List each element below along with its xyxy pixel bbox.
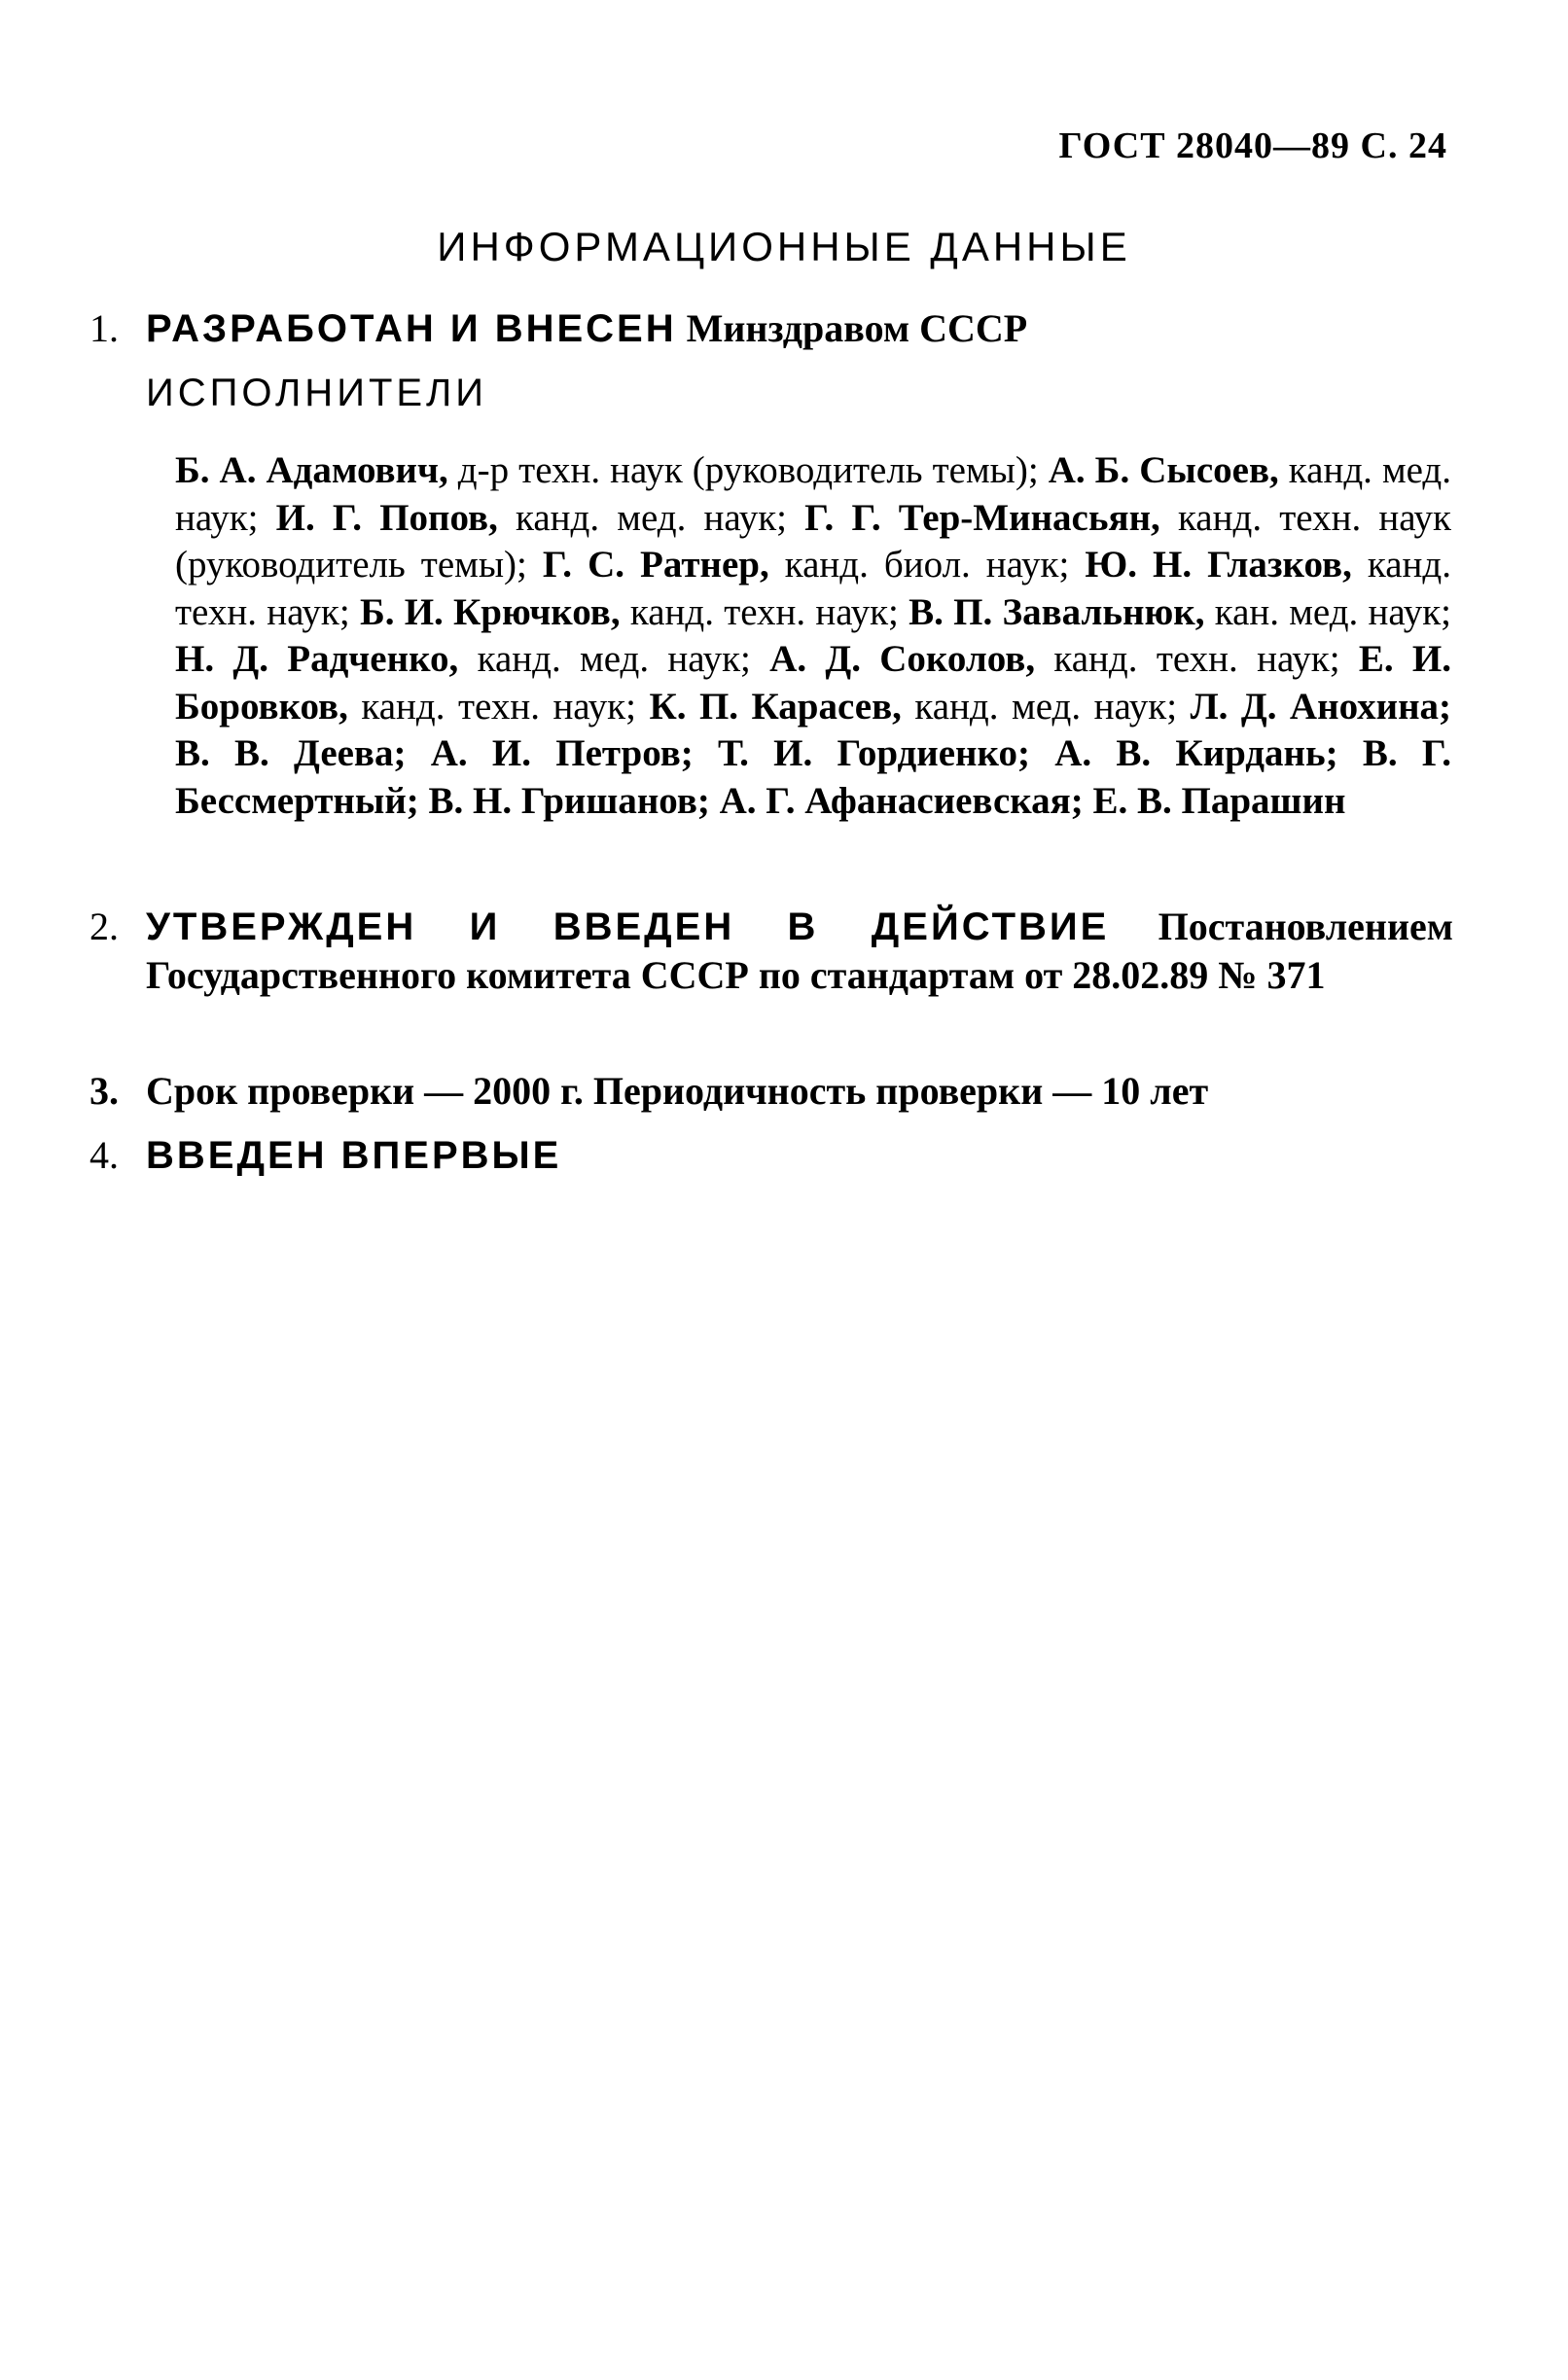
author-credentials: канд. мед. наук; [497, 496, 787, 539]
document-reference: ГОСТ 28040—89 С. 24 [1058, 125, 1447, 166]
item-number: 3. [89, 1069, 119, 1113]
executors-heading: ИСПОЛНИТЕЛИ [146, 372, 488, 414]
author-name: Г. С. Ратнер, [542, 544, 769, 586]
author-name: К. П. Карасев, [649, 685, 902, 728]
author-name: А. В. Кирдань; [1054, 732, 1338, 774]
item-number: 2. [89, 905, 119, 948]
author-name: Ю. Н. Глазков, [1085, 544, 1352, 586]
author-name: Т. И. Гордиенко; [718, 732, 1030, 774]
author-name: Е. В. Парашин [1092, 779, 1346, 822]
author-name: А. Г. Афанасиевская; [719, 779, 1084, 822]
item-lead: РАЗРАБОТАН И ВНЕСЕН [146, 307, 677, 350]
item-body [146, 903, 1453, 1000]
item-review-period [89, 1064, 1208, 1119]
page-title: ИНФОРМАЦИОННЫЕ ДАННЫЕ [437, 224, 1131, 269]
item-number: 1. [89, 306, 119, 350]
author-credentials: кан. мед. наук; [1204, 590, 1452, 633]
author-credentials: канд. техн. наук; [1035, 638, 1340, 680]
author-name: Б. А. Адамович, [175, 449, 448, 491]
item-text: Постановлением Государственного комитета СССР по стандартам от 28.02.89 № 371 [146, 905, 1454, 997]
item-developed-by [89, 302, 1027, 356]
author-credentials: канд. техн. наук (руководитель темы); [175, 496, 1451, 586]
item-number: 4. [89, 1133, 119, 1177]
item-text: Минздравом СССР [686, 306, 1028, 350]
author-name: А. Д. Соколов, [769, 638, 1036, 680]
item-lead: УТВЕРЖДЕН И ВВЕДЕН В ДЕЙСТВИЕ [146, 906, 1110, 948]
author-credentials: д-р техн. наук (руководитель темы); [447, 449, 1039, 491]
author-credentials: канд. мед. наук; [458, 638, 751, 680]
author-name: И. Г. Попов, [275, 496, 498, 539]
author-name: Е. И. Боровков, [175, 638, 1452, 728]
item-first-introduced [89, 1128, 561, 1183]
author-name: Л. Д. Анохина; [1190, 685, 1452, 728]
author-name: Б. И. Крючков, [359, 590, 621, 633]
author-credentials: канд. мед. наук; [901, 685, 1178, 728]
author-name: В. Г. Бессмертный; [175, 732, 1452, 822]
author-credentials: канд. техн. наук; [620, 590, 899, 633]
item-lead: ВВЕДЕН ВПЕРВЫЕ [146, 1134, 562, 1177]
item-approved [89, 903, 1454, 997]
authors-list [175, 447, 1451, 825]
author-credentials: канд. биол. наук; [768, 544, 1070, 586]
author-credentials: канд. мед. наук; [175, 449, 1452, 539]
author-name: Н. Д. Радченко, [175, 638, 459, 680]
author-name: А. Б. Сысоев, [1048, 449, 1279, 491]
item-text: Срок проверки — 2000 г. Периодичность проверки — 10 лет [146, 1069, 1209, 1113]
author-name: А. И. Петров; [430, 732, 694, 774]
author-credentials: канд. техн. наук; [175, 544, 1452, 633]
author-credentials: канд. техн. наук; [347, 685, 636, 728]
author-name: В. В. Деева; [175, 732, 407, 774]
author-name: Г. Г. Тер-Минасьян, [804, 496, 1160, 539]
author-name: В. Н. Гришанов; [428, 779, 710, 822]
author-name: В. П. Завальнюк, [909, 590, 1205, 633]
